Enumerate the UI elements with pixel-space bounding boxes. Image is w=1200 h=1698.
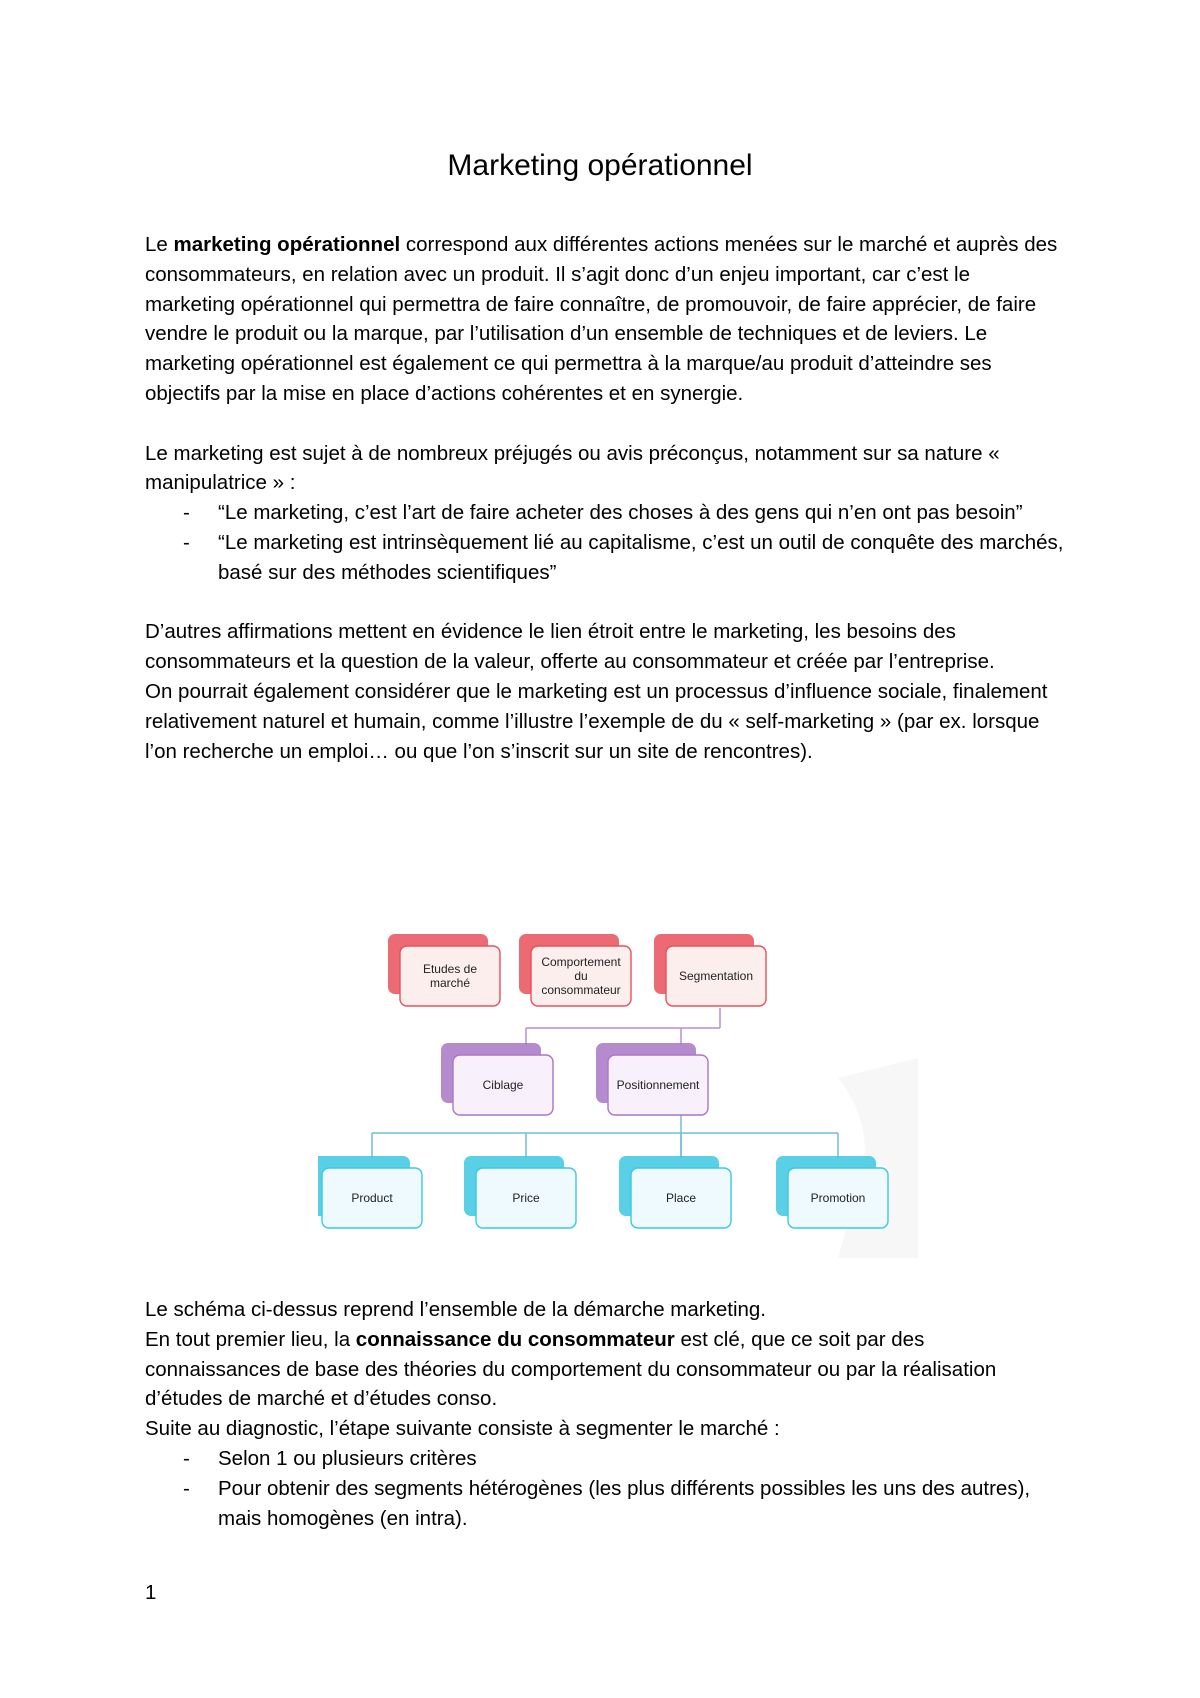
bold-term: connaissance du consommateur — [355, 1327, 675, 1351]
page-title: Marketing opérationnel — [447, 149, 753, 182]
diagram-box-label: marché — [429, 976, 471, 990]
diagram-box-label: Positionnement — [616, 1078, 700, 1092]
list-item: - Selon 1 ou plusieurs critères — [183, 1446, 477, 1470]
body-section-2 — [145, 1295, 1065, 1533]
diagram-box-label: consommateur — [541, 983, 621, 997]
marketing-process-diagram — [318, 928, 918, 1268]
diagram-box-label: du — [574, 969, 588, 983]
body-section-1 — [145, 230, 1065, 766]
list-item: - “Le marketing, c’est l’art de faire acheter des choses à des gens qui n’en ont pas besoin” — [183, 501, 1023, 525]
list-item: - Pour obtenir des segments hétérogènes (les plus différents possibles les uns des autres), mais homogènes (en intra). — [183, 1476, 1031, 1530]
paragraph-segmentation: Suite au diagnostic, l’étape suivante consiste à segmenter le marché : — [145, 1417, 780, 1441]
diagram-box-label: Ciblage — [482, 1078, 524, 1092]
paragraph-schema: Le schéma ci-dessus reprend l’ensemble de la démarche marketing. — [145, 1298, 767, 1321]
diagram-box-label: Comportement — [541, 955, 621, 969]
list-item: - “Le marketing est intrinsèquement lié au capitalisme, c’est un outil de conquête des marchés, basé sur des méthodes scientifiques” — [183, 530, 1064, 584]
diagram-box-label: Etudes de — [422, 962, 478, 976]
paragraph-influence: On pourrait également considérer que le marketing est un processus d’influence sociale, finalement relativement naturel et humain, comme l’illustre l’exemple de du « self-marketing » (par ex. lorsque l’on recherche un emploi… ou que l’on s’inscrit sur un site de rencontres). — [145, 679, 1048, 763]
paragraph-prejudices: Le marketing est sujet à de nombreux préjugés ou avis préconçus, notamment sur sa nature « manipulatrice » : — [145, 441, 1000, 495]
diagram-box-label: Product — [351, 1191, 393, 1205]
paragraph-knowledge: En tout premier lieu, la connaissance du consommateur est clé, que ce soit par des connaissances de base des théories du comportement du consommateur ou par la réalisation d’études de marché et d’études conso. — [145, 1327, 997, 1411]
page-number: 1 — [145, 1581, 157, 1604]
bullet-list-prejudices — [145, 498, 1065, 587]
diagram-svg — [318, 928, 918, 1268]
bold-term: marketing opérationnel — [173, 233, 401, 256]
paragraph-intro: Le marketing opérationnel correspond aux différentes actions menées sur le marché et auprès des consommateurs, en relation avec un produit. Il s’agit donc d’un enjeu important, car c’est le marketing opérationnel qui permettra de faire connaître, de promouvoir, de faire apprécier, de faire vendre le produit ou la marque, par l’utilisation d’un ensemble de techniques et de leviers. Le marketing opérationnel est également ce qui permettra à la marque/au produit d’atteindre ses objectifs par la mise en place d’actions cohérentes et en synergie. — [145, 233, 1058, 405]
paragraph-affirmations: D’autres affirmations mettent en évidence le lien étroit entre le marketing, les besoins des consommateurs et la question de la valeur, offerte au consommateur et créée par l’entreprise. — [145, 620, 995, 674]
bullet-list-segmentation — [145, 1444, 1065, 1533]
diagram-box-label: Segmentation — [678, 969, 754, 983]
diagram-box-label: Promotion — [810, 1191, 866, 1205]
diagram-box-label: Place — [665, 1191, 697, 1205]
diagram-box-label: Price — [512, 1191, 540, 1205]
